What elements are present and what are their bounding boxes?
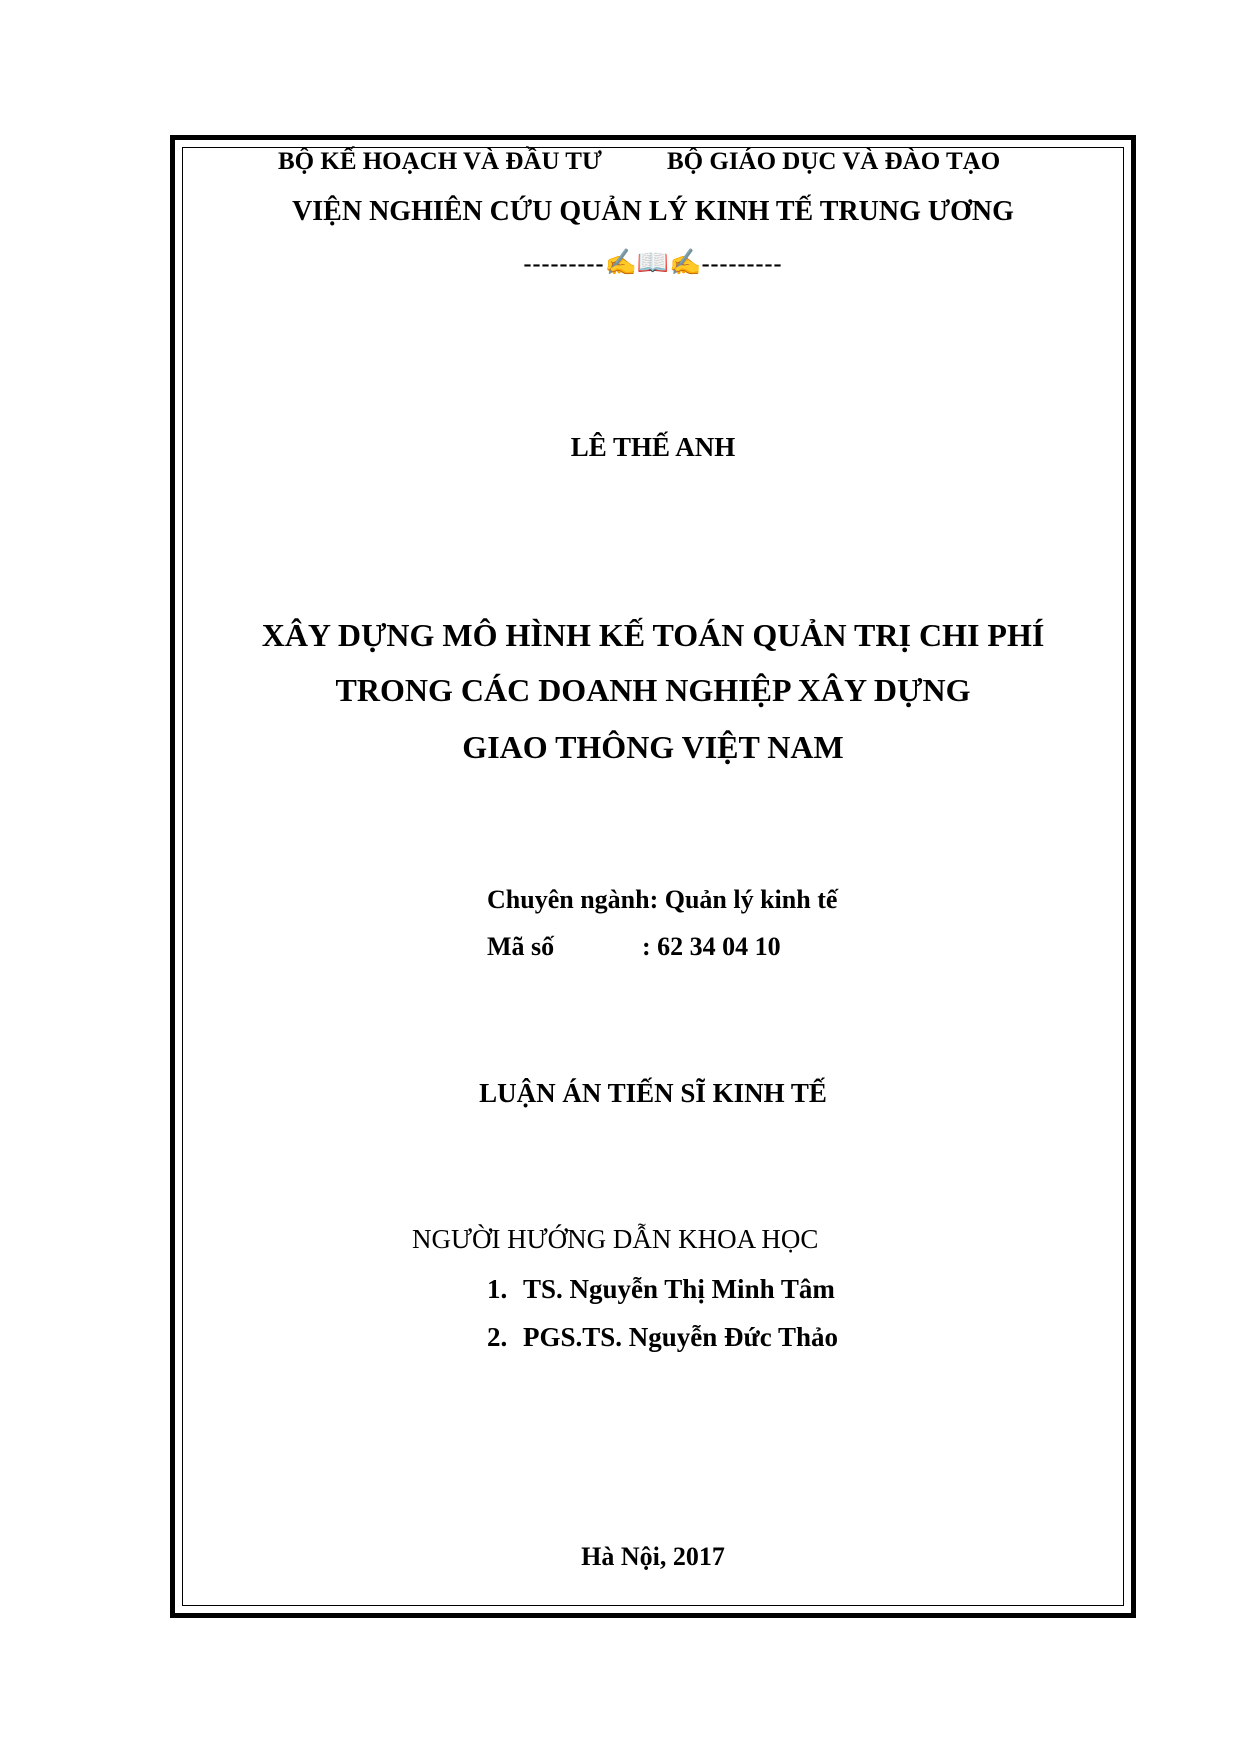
degree-title: LUẬN ÁN TIẾN SĨ KINH TẾ (479, 1078, 827, 1108)
thesis-title-line-1: XÂY DỰNG MÔ HÌNH KẾ TOÁN QUẢN TRỊ CHI PHÍ (261, 617, 1045, 653)
place-and-year: Hà Nội, 2017 (581, 1542, 725, 1571)
advisor-number: 1. (487, 1274, 508, 1304)
page-border (170, 135, 1136, 1618)
advisor-name: PGS.TS. Nguyễn Đức Thảo (523, 1322, 839, 1352)
advisor-item (487, 1322, 838, 1353)
institute-name: VIỆN NGHIÊN CỨU QUẢN LÝ KINH TẾ TRUNG ƯƠNG (292, 196, 1014, 227)
advisor-item (487, 1274, 835, 1305)
specialization-value: Quản lý kinh tế (664, 885, 838, 914)
code-value: : 62 34 04 10 (642, 932, 781, 961)
book-pen-icon: ✍📖✍ (604, 248, 702, 277)
ministry-left: BỘ KẾ HOẠCH VÀ ĐẦU TƯ (278, 148, 602, 175)
separator-dashes-right: --------- (701, 251, 783, 277)
ministry-right: BỘ GIÁO DỤC VÀ ĐÀO TẠO (667, 148, 1001, 175)
specialization-line (487, 885, 837, 915)
advisor-name: TS. Nguyễn Thị Minh Tâm (523, 1274, 835, 1304)
thesis-title-line-3: GIAO THÔNG VIỆT NAM (462, 729, 844, 765)
advisor-number: 2. (487, 1322, 508, 1352)
advisors-heading: NGƯỜI HƯỚNG DẪN KHOA HỌC (412, 1224, 819, 1254)
specialization-label: Chuyên ngành: (487, 885, 659, 914)
decorative-separator (170, 248, 1136, 278)
separator-dashes-left: --------- (523, 251, 605, 277)
thesis-title-line-2: TRONG CÁC DOANH NGHIỆP XÂY DỰNG (335, 672, 971, 708)
page-border-inner (182, 147, 1124, 1606)
code-label: Mã số (487, 932, 555, 961)
author-name: LÊ THẾ ANH (570, 432, 736, 462)
